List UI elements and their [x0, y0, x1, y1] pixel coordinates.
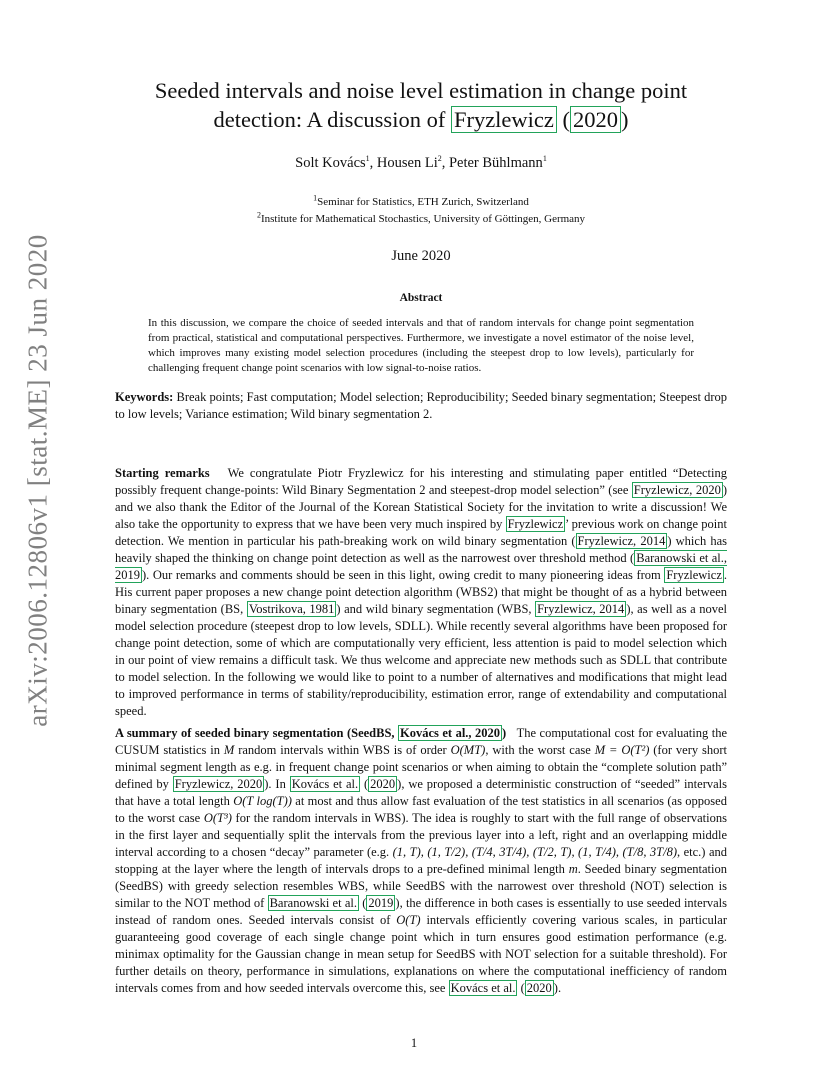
- keywords: [115, 389, 727, 423]
- math-inline: M: [223, 743, 235, 757]
- citation-link[interactable]: Baranowski et al., 2019: [115, 551, 727, 582]
- affiliations: [115, 194, 727, 228]
- citation-link[interactable]: Fryzlewicz, 2020: [633, 483, 721, 497]
- citation-link[interactable]: 2019: [368, 896, 394, 910]
- title-citation-author-link[interactable]: Fryzlewicz: [451, 106, 557, 133]
- citation-link[interactable]: Fryzlewicz: [666, 568, 722, 582]
- section-starting-remarks: Starting remarks We congratulate Piotr Fryzlewicz for his interesting and stimulating paper entitled “Detecting possibly frequent change-points: Wild Binary Segmentation 2 and steepest-drop model selection” (see Fryzlewicz, 2020 ) and we also thank the Editor of the Journal of the Korean Statistical Society for the invitation to write a discussion! We also take the opportunity to express that we have been very much inspired by Fryzlewicz ’ previous work on change point detection. We mention in particular his path-breaking work on wild binary segmentation ( Fryzlewicz, 2014 ) which has heavily shaped the thinking on change point detection as well as the narrowest over threshold method ( Baranowski et al., 2019 ). Our remarks and comments should be seen in this light, owing credit to many pioneering ideas from Fryzlewicz . His current paper proposes a new change point detection algorithm (WBS2) that might be thought of as a hybrid between binary segmentation (BS, Vostrikova, 1981 ) and wild binary segmentation (WBS, Fryzlewicz, 2014 ), as well as a novel model selection procedure (steepest drop to low levels, SDLL). While recently several algorithms have been proposed for change point detection, some of which are computationally very efficient, less attention is paid to model selection which in our point of view remains a difficult task. We thus welcome and appreciate new methods such as SDLL that contribute to model selection. In the following we would like to point to a number of alternatives and modifications that might lead to improved performance in terms of stability/reproducibility, estimation error, range of extendability and computational speed.: [115, 466, 728, 718]
- citation-link[interactable]: Kovács et al.: [450, 981, 516, 995]
- math-inline: M = O(T²): [594, 743, 650, 757]
- affiliation-1: $^1$Seminar for Statistics, ETH Zurich, Switzerland: [313, 193, 529, 208]
- publication-date: June 2020: [391, 248, 451, 264]
- page-number: 1: [410, 1036, 418, 1050]
- citation-link[interactable]: Kovács et al.: [291, 777, 359, 791]
- keywords-text: Break points; Fast computation; Model selection; Reproducibility; Seeded binary segmentation; Steepest drop to low levels; Variance estimation; Wild binary segmentation 2.: [115, 390, 728, 421]
- paper-page: [115, 0, 727, 997]
- math-inline: O(MT): [450, 743, 486, 757]
- section-heading: A summary of seeded binary segmentation (SeedBS, Kovács et al., 2020 ): [115, 726, 507, 740]
- arxiv-stamp: [18, 200, 58, 760]
- citation-link[interactable]: Fryzlewicz, 2014: [537, 602, 625, 616]
- citation-link[interactable]: 2020: [370, 777, 396, 791]
- citation-link[interactable]: Kovács et al., 2020: [400, 726, 501, 740]
- math-inline: (1, T), (1, T/2), (T/4, 3T/4), (T/2, T), (1, T/4), (T/8, 3T/8): [392, 845, 678, 859]
- math-inline: m: [568, 862, 578, 876]
- citation-link[interactable]: Vostrikova, 1981: [248, 602, 335, 616]
- author-1: Solt Kovács: [295, 155, 366, 171]
- arxiv-identifier: arXiv:2006.12806v1 [stat.ME] 23 Jun 2020: [22, 233, 53, 727]
- title-line-2: detection: A discussion of: [213, 107, 451, 132]
- author-list: Solt Kovács$^1$, Housen Li$^2$, Peter Bühlmann$^1$: [295, 154, 547, 171]
- citation-link[interactable]: Baranowski et al.: [269, 896, 357, 910]
- affiliation-2: $^2$Institute for Mathematical Stochastics, University of Göttingen, Germany: [256, 210, 586, 225]
- author-3-affil: 1: [542, 154, 547, 164]
- math-inline: O(T log(T)): [233, 794, 292, 808]
- author-1-affil: 1: [365, 154, 370, 164]
- author-3: Peter Bühlmann: [448, 155, 543, 171]
- keywords-label: Keywords:: [115, 390, 174, 404]
- title-line-1: Seeded intervals and noise level estimation in change point: [154, 78, 688, 103]
- math-inline: O(T³): [203, 811, 232, 825]
- citation-link[interactable]: 2020: [526, 981, 552, 995]
- paper-title: Seeded intervals and noise level estimation in change point detection: A discussion of Fryzlewicz ( 2020 ): [154, 78, 688, 132]
- section-heading: Starting remarks: [115, 466, 210, 480]
- section-seedbs-summary: A summary of seeded binary segmentation (SeedBS, Kovács et al., 2020 ) The computational cost for evaluating the CUSUM statistics in M random intervals within WBS is of order O(MT), with the worst case M = O(T²) (for very short minimal segment length as e.g. in frequent change point scenarios or when aiming to obtain the “complete solution path” defined by Fryzlewicz, 2020 ). In Kovács et al. ( 2020 ), we proposed a deterministic construction of “seeded” intervals that have a total length O(T log(T)) at most and thus allow fast evaluation of the test statistics in all scenarios (as opposed to the worst case O(T³) for the random intervals in WBS). The idea is roughly to start with the full range of observations in the first layer and sequentially split the intervals from the previous layer into a left, right and an overlapping middle interval according to a chosen “decay” parameter (e.g. (1, T), (1, T/2), (T/4, 3T/4), (T/2, T), (1, T/4), (T/8, 3T/8), etc.) and stopping at the layer where the length of intervals drops to a pre-defined minimal length m. Seeded binary segmentation (SeedBS) with greedy selection resembles WBS, while SeedBS with the narrowest over threshold (NOT) selection is similar to the NOT method of Baranowski et al. ( 2019 ), the difference in both cases is essentially to use seeded intervals instead of random ones. Seeded intervals consist of O(T) intervals efficiently covering various scales, in particular guaranteeing good coverage of each single change point which in turn ensures good estimation performance (e.g. minimax optimality for the Gaussian change in mean setup for SeedBS with NOT selection for a suitable threshold). For further details on theory, performance in simulations, explanations on where the computational inefficiency of random intervals comes from and how seeded intervals overcome this, see Kovács et al. ( 2020 ).: [115, 726, 728, 995]
- abstract-heading: Abstract: [399, 292, 443, 304]
- math-inline: O(T): [396, 913, 421, 927]
- author-2: Housen Li: [376, 155, 438, 171]
- title-citation-year-link[interactable]: 2020: [570, 106, 621, 133]
- author-2-affil: 2: [437, 154, 442, 164]
- citation-link[interactable]: Fryzlewicz, 2014: [577, 534, 666, 548]
- citation-link[interactable]: Fryzlewicz: [507, 517, 564, 531]
- abstract-text: In this discussion, we compare the choice of seeded intervals and that of random intervals for change point segmentation from practical, statistical and computational perspectives. Furthermore, we investigate a novel estimator of the noise level, which improves many existing model selection procedures (including the steepest drop to low levels), particularly for challenging frequent change point scenarios with low signal-to-noise ratios.: [148, 317, 694, 374]
- citation-link[interactable]: Fryzlewicz, 2020: [174, 777, 263, 791]
